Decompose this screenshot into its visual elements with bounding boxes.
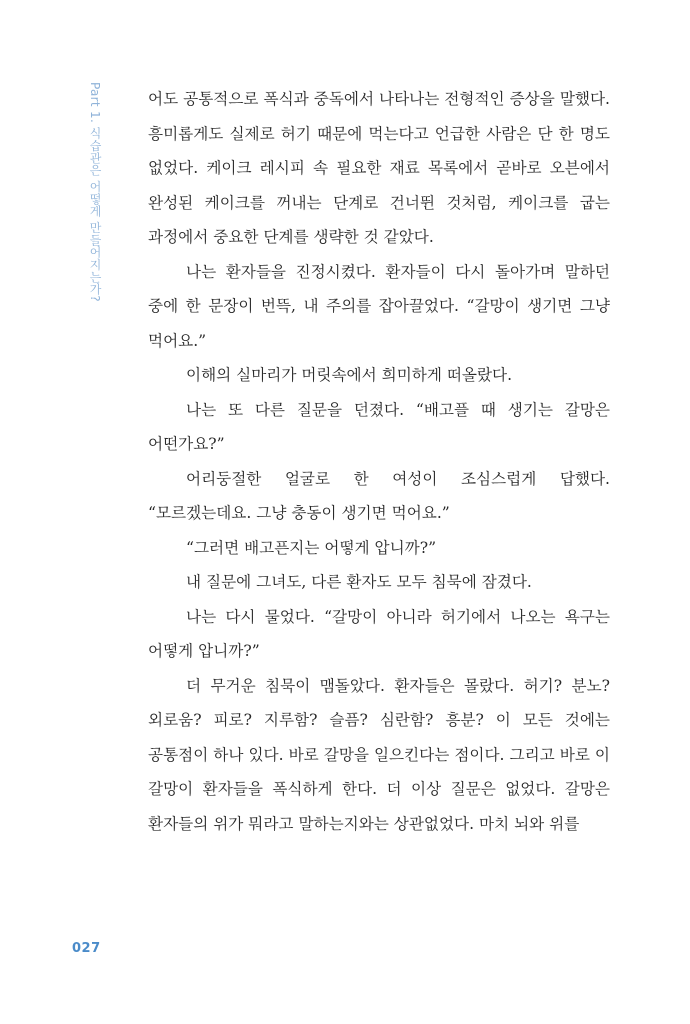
- paragraph: 내 질문에 그녀도, 다른 환자도 모두 침묵에 잠겼다.: [186, 573, 532, 591]
- paragraph: “그러면 배고픈지는 어떻게 압니까?”: [186, 538, 437, 557]
- running-head: Part 1. 식습관은 어떻게 만들어지는가?: [88, 82, 102, 302]
- paragraph-continued: 어도 공통적으로 폭식과 중독에서 나타나는 전형적인 증상을 말했다. 흥미롭게도 실제로 허기 때문에 먹는다고 언급한 사람은 단 한 명도 없었다. 케이크 레시피 속 필요한 재료 목록에서 곧바로 오븐에서 완성된 케이크를 꺼내는 단계로 건너뛴 것처럼, 케이크를 굽는 과정에서 중요한 단계를 생략한 것 같았다.: [148, 90, 610, 246]
- paragraph: 더 무거운 침묵이 맴돌았다. 환자들은 몰랐다. 허기? 분노? 외로움? 피로? 지루함? 슬픔? 심란함? 흥분? 이 모든 것에는 공통점이 하나 있다. 바로 갈망을 일으킨다는 점이다. 그리고 바로 이 갈망이 환자들을 폭식하게 한다. 더 이상 질문은 없었다. 갈망은 환자들의 위가 뭐라고 말하는지와는 상관없었다. 마치 뇌와 위를: [148, 676, 610, 833]
- paragraph: 이해의 실마리가 머릿속에서 희미하게 떠올랐다.: [186, 366, 513, 384]
- paragraph: 나는 다시 물었다. “갈망이 아니라 허기에서 나오는 욕구는 어떻게 압니까?”: [148, 607, 610, 660]
- paragraph: 어리둥절한 얼굴로 한 여성이 조심스럽게 답했다. “모르겠는데요. 그냥 충동이 생기면 먹어요.”: [148, 469, 610, 522]
- body-text: [148, 82, 610, 841]
- page-number: 027: [72, 941, 101, 956]
- paragraph: 나는 또 다른 질문을 던졌다. “배고플 때 생기는 갈망은 어떤가요?”: [148, 400, 610, 453]
- paragraph: 나는 환자들을 진정시켰다. 환자들이 다시 돌아가며 말하던 중에 한 문장이 번뜩, 내 주의를 잡아끌었다. “갈망이 생기면 그냥 먹어요.”: [148, 262, 610, 350]
